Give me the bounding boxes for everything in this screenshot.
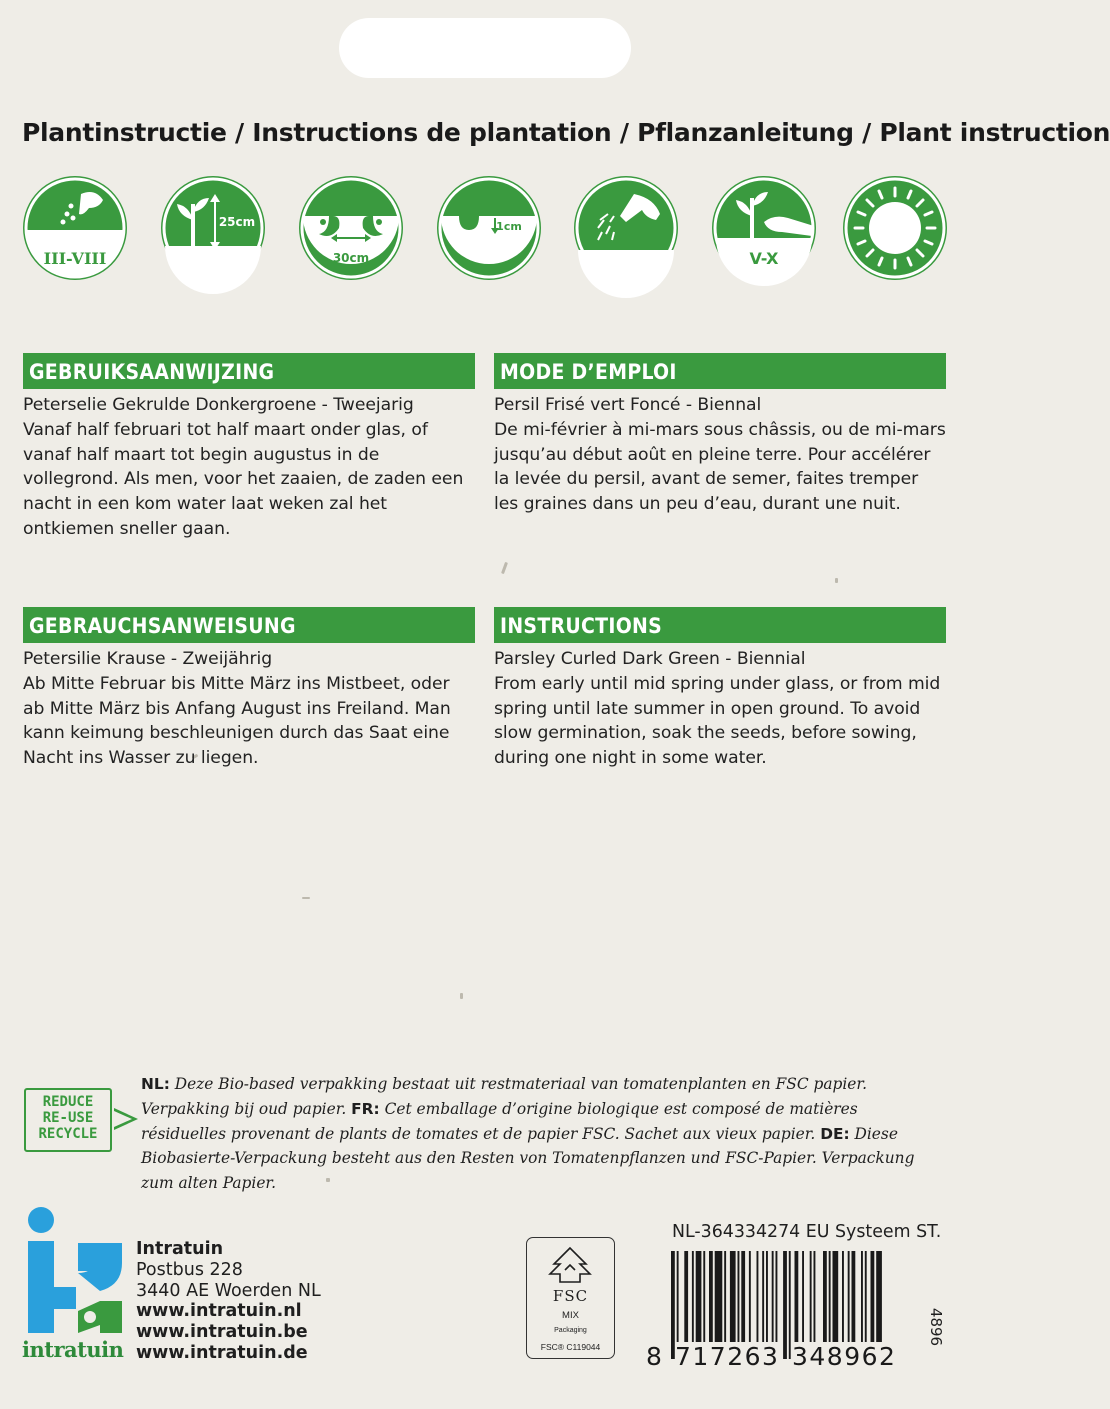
sowing-months-icon (23, 176, 127, 280)
product-code: 4896 (927, 1307, 946, 1347)
barcode-right-group: 348962 (792, 1342, 897, 1371)
row-spacing-icon (299, 176, 403, 280)
svg-text:1cm: 1cm (496, 220, 522, 233)
section-body: Vanaf half februari tot half maart onder glas, of vanaf half maart tot begin augustus in de vollegrond. Als men, voor het zaaien, de zaden een nacht in een kom water laat weken zal het ontkiemen sneller gaan. (23, 419, 464, 539)
hang-hole (339, 18, 631, 78)
registration-number: NL-364334274 EU Systeem ST. (672, 1222, 942, 1242)
plant-height-icon (161, 176, 265, 280)
section-heading: MODE D’EMPLOI (494, 353, 946, 389)
recycle-line-reuse: RE-USE (42, 1110, 94, 1126)
logo-wordmark: intratuin (22, 1337, 124, 1362)
section-subtitle: Peterselie Gekrulde Donkergroene - Tweejarig (23, 395, 414, 415)
arrow-right-icon (114, 1108, 138, 1130)
full-sun-icon (843, 176, 947, 280)
eco-notice (141, 1072, 946, 1196)
svg-text:V-X: V-X (749, 249, 779, 268)
section-heading: INSTRUCTIONS (494, 607, 946, 643)
sowing-depth-icon (437, 176, 541, 280)
fsc-brand: FSC (552, 1287, 589, 1305)
lang-tag-de: DE: (820, 1124, 850, 1143)
svg-text:30cm: 30cm (332, 251, 370, 265)
eco-text-fr: Cet emballage d’origine biologique est composé de matières résiduelles provenant de plants de tomates et de papier FSC. Sachet aux vieux papier. (141, 1099, 858, 1143)
section-heading: GEBRAUCHSANWEISUNG (23, 607, 475, 643)
barcode-left-group: 717263 (675, 1342, 780, 1371)
company-address (136, 1239, 321, 1364)
website-be-link[interactable]: www.intratuin.be (136, 1322, 308, 1343)
pictogram-row (0, 176, 970, 284)
section-en (494, 607, 946, 771)
section-subtitle: Persil Frisé vert Foncé - Biennal (494, 395, 762, 415)
fsc-license: FSC® C119044 (540, 1342, 601, 1352)
section-nl (23, 353, 475, 542)
website-nl-link[interactable]: www.intratuin.nl (136, 1301, 302, 1322)
section-body: De mi-février à mi-mars sous châssis, ou de mi-mars jusqu’au début août en pleine terre. Pour accélérer la levée du persil, avant de semer, faites tremper les graines dans un peu d’eau, durant une nuit. (494, 419, 946, 515)
company-name: Intratuin (136, 1239, 224, 1259)
barcode-first-digit: 8 (646, 1342, 662, 1371)
recycle-line-recycle: RECYCLE (38, 1126, 98, 1142)
eco-text-de: Diese Biobasierte-Verpackung besteht aus den Resten von Tomatenpflanzen und FSC-Papier. Verpackung zum alten Papier. (141, 1124, 915, 1193)
lang-tag-nl: NL: (141, 1075, 170, 1093)
svg-text:III-VIII: III-VIII (43, 249, 107, 268)
section-body: Ab Mitte Februar bis Mitte März ins Mistbeet, oder ab Mitte März bis Anfang August ins Freiland. Man kann keimung beschleunigen durch das Saat eine Nacht ins Wasser zu liegen. (23, 673, 451, 769)
section-fr (494, 353, 946, 517)
barcode-bar (783, 1251, 787, 1359)
recycle-badge (24, 1088, 112, 1152)
fsc-mix: MIX (562, 1310, 579, 1321)
watering-can-icon (574, 176, 678, 280)
harvest-months-icon (712, 176, 816, 280)
section-de (23, 607, 475, 771)
fsc-label (526, 1237, 615, 1359)
city-line: 3440 AE Woerden NL (136, 1280, 321, 1301)
section-subtitle: Parsley Curled Dark Green - Biennial (494, 649, 806, 669)
fsc-tree-icon (527, 1242, 614, 1292)
website-de-link[interactable]: www.intratuin.de (136, 1342, 308, 1363)
fsc-packaging: Packaging (554, 1327, 587, 1334)
po-box: Postbus 228 (136, 1259, 243, 1280)
svg-text:25cm: 25cm (218, 215, 256, 229)
eco-text-nl: Deze Bio-based verpakking bestaat uit restmateriaal van tomatenplanten en FSC papier. Verpakking bij oud papier. (141, 1075, 867, 1118)
recycle-line-reduce: REDUCE (42, 1094, 94, 1110)
section-subtitle: Petersilie Krause - Zweijährig (23, 649, 273, 669)
barcode-bar (789, 1251, 791, 1359)
section-body: From early until mid spring under glass, or from mid spring until late summer in open ground. To avoid slow germination, soak the seeds, before sowing, during one night in some water. (494, 673, 941, 769)
section-heading: GEBRUIKSAANWIJZING (23, 353, 475, 389)
lang-tag-fr: FR: (351, 1099, 380, 1118)
page-title: Plantinstructie / Instructions de plantation / Pflanzanleitung / Plant instruction (22, 118, 1110, 147)
